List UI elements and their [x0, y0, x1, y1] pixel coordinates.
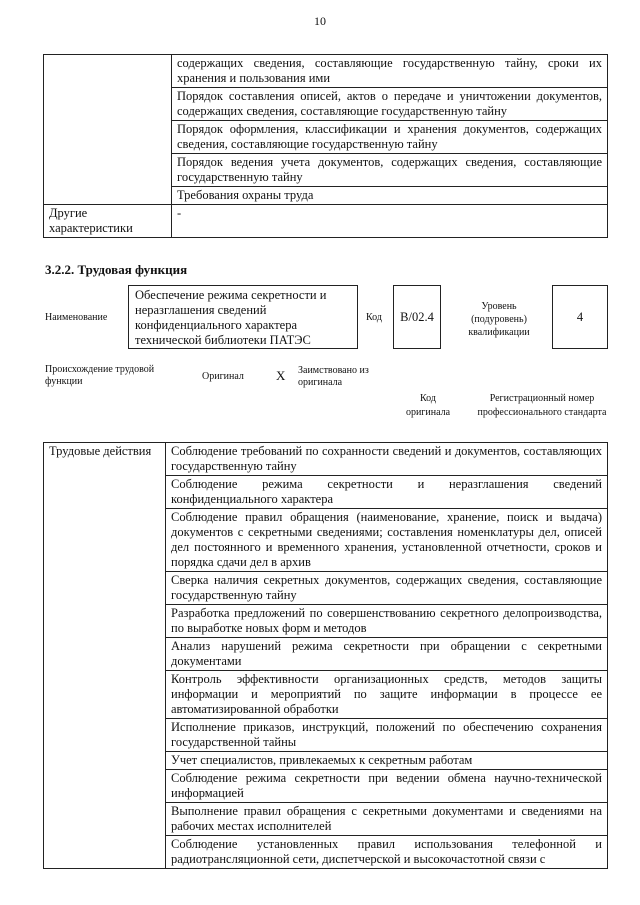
action-cell: Сверка наличия секретных документов, содержащих сведения, составляющие государственную тайну	[166, 572, 608, 605]
level-value-box: 4	[552, 285, 608, 349]
table-row	[44, 55, 608, 88]
action-cell: Учет специалистов, привлекаемых к секретным работам	[166, 752, 608, 770]
action-cell: Соблюдение режима секретности и неразглашения сведений конфиденциального характера	[166, 476, 608, 509]
other-characteristics-value: -	[172, 205, 608, 238]
name-label: Наименование	[45, 312, 108, 323]
reg-number-label: Регистрационный номер профессионального стандарта	[477, 393, 607, 418]
action-cell: Соблюдение требований по сохранности сведений и документов, составляющих государственную тайну	[166, 443, 608, 476]
other-characteristics-label: Другие характеристики	[44, 205, 172, 238]
origin-code-label: Код оригинала	[405, 393, 451, 418]
table-cell: содержащих сведения, составляющие государственную тайну, сроки их хранения и пользования ими	[172, 55, 608, 88]
actions-label: Трудовые действия	[44, 443, 166, 869]
empty-label-cell	[44, 55, 172, 205]
level-label: Уровень (подуровень) квалификации	[468, 301, 530, 338]
action-cell: Исполнение приказов, инструкций, положений по обеспечению сохранения государственной тайны	[166, 719, 608, 752]
table-row	[44, 443, 608, 476]
action-cell: Контроль эффективности организационных средств, методов защиты информации и мероприятий по защите информации в процессе ее автоматизированной обработки	[166, 671, 608, 719]
original-label: Оригинал	[202, 371, 244, 382]
table-cell: Порядок составления описей, актов о передаче и уничтожении документов, содержащих сведения, составляющие государственную тайну	[172, 88, 608, 121]
function-name-box: Обеспечение режима секретности и неразглашения сведений конфиденциального характера технической библиотеки ПАТЭС	[128, 285, 358, 349]
table-cell: Требования охраны труда	[172, 187, 608, 205]
labor-actions-table	[43, 442, 608, 869]
code-value-box: B/02.4	[393, 285, 441, 349]
original-checkmark: X	[276, 368, 286, 383]
table-row	[44, 205, 608, 238]
borrowed-label: Заимствовано из оригинала	[298, 365, 369, 388]
action-cell: Анализ нарушений режима секретности при обращении с секретными документами	[166, 638, 608, 671]
table-cell: Порядок оформления, классификации и хранения документов, содержащих сведения, составляющие государственную тайну	[172, 121, 608, 154]
action-cell: Соблюдение правил обращения (наименование, хранение, поиск и выдача) документов с секретными сведениями; составления номенклатуры дел, описей дел постоянного и временного хранения, установленной отчетности, сроков и порядка сдачи дел в архив	[166, 509, 608, 572]
knowledge-table	[43, 54, 608, 238]
code-label: Код	[366, 312, 382, 323]
page-number: 10	[314, 14, 326, 28]
action-cell: Соблюдение режима секретности при ведении обмена научно-технической информацией	[166, 770, 608, 803]
action-cell: Соблюдение установленных правил использования телефонной и радиотрансляционной сети, диспетчерской и высокочастотной связи с	[166, 836, 608, 869]
action-cell: Разработка предложений по совершенствованию секретного делопроизводства, по выработке новых форм и методов	[166, 605, 608, 638]
action-cell: Выполнение правил обращения с секретными документами и сведениями на рабочих местах исполнителей	[166, 803, 608, 836]
section-heading: 3.2.2. Трудовая функция	[45, 262, 188, 277]
origin-label: Происхождение трудовой функции	[45, 364, 155, 387]
table-cell: Порядок ведения учета документов, содержащих сведения, составляющие государственную тайну	[172, 154, 608, 187]
